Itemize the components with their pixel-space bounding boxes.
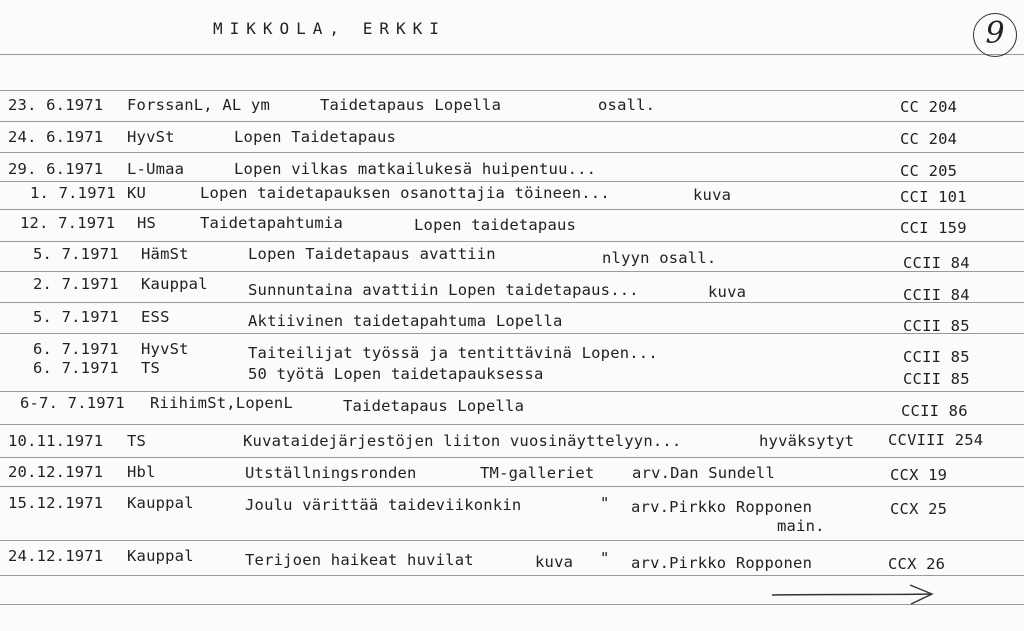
entry-date: 15.12.1971: [8, 494, 104, 512]
entry-source: Kauppal: [141, 275, 208, 293]
entry-source: KU: [127, 184, 147, 202]
entry-date: 6. 7.1971: [33, 340, 119, 358]
ruled-line: [0, 540, 1024, 541]
ruled-line: [0, 391, 1024, 392]
entry-title: Terijoen haikeat huvilat: [245, 551, 474, 569]
entry-date: 12. 7.1971: [20, 214, 116, 232]
entry-title: Lopen Taidetapaus: [234, 128, 397, 146]
entry-note: nlyyn osall.: [602, 249, 717, 267]
entry-ref: CCII 85: [903, 348, 970, 366]
entry-note: TM-galleriet: [480, 464, 595, 482]
ruled-line: [0, 152, 1024, 153]
entry-title: Lopen Taidetapaus avattiin: [248, 245, 496, 263]
ruled-line: [0, 209, 1024, 210]
entry-note: kuva: [535, 553, 574, 571]
entry-date: 6. 7.1971: [33, 359, 119, 377]
entry-ref: CCX 26: [888, 555, 946, 573]
entry-date: 23. 6.1971: [8, 96, 104, 114]
entry-note: osall.: [598, 96, 656, 114]
ruled-line: [0, 424, 1024, 425]
entry-date: 2. 7.1971: [33, 275, 119, 293]
entry-note: main.: [777, 517, 825, 535]
entry-source: TS: [141, 359, 161, 377]
ruled-line: [0, 90, 1024, 91]
entry-title: Taiteilijat työssä ja tentittävinä Lopen...: [248, 344, 658, 362]
entry-ref: CCII 85: [903, 370, 970, 388]
entry-title: Lopen taidetapauksen osanottajia töineen...: [200, 184, 610, 202]
entry-source: HämSt: [141, 245, 189, 263]
entry-date: 6-7. 7.1971: [20, 394, 125, 412]
entry-source: Hbl: [127, 463, 156, 481]
entry-source: HyvSt: [127, 128, 175, 146]
entry-reviewer: arv.Dan Sundell: [632, 464, 775, 482]
entry-source: HyvSt: [141, 340, 189, 358]
entry-reviewer: arv.Pirkko Ropponen: [631, 554, 813, 572]
ruled-line: [0, 121, 1024, 122]
entry-date: 1. 7.1971: [30, 184, 116, 202]
entry-source: RiihimSt,LopenL: [150, 394, 293, 412]
entry-source: ForssanL, AL ym: [127, 96, 270, 114]
entry-note: hyväksytyt: [759, 432, 855, 450]
entry-date: 20.12.1971: [8, 463, 104, 481]
entry-title: Taidetapaus Lopella: [343, 397, 525, 415]
entry-ref: CC 204: [900, 98, 958, 116]
entry-date: 5. 7.1971: [33, 245, 119, 263]
ruled-line: [0, 302, 1024, 303]
entry-source: ESS: [141, 308, 170, 326]
entry-ref: CCII 84: [903, 286, 970, 304]
entry-ref: CCI 159: [900, 219, 967, 237]
entry-ref: CC 205: [900, 162, 958, 180]
entry-date: 5. 7.1971: [33, 308, 119, 326]
continue-arrow-icon: [770, 582, 940, 608]
ruled-line: [0, 333, 1024, 334]
ruled-line: [0, 575, 1024, 576]
card-number-circle: 9: [973, 13, 1017, 57]
entry-ref: CCII 86: [901, 402, 968, 420]
card-title: MIKKOLA, ERKKI: [213, 19, 446, 38]
entry-date: 24.12.1971: [8, 547, 104, 565]
entry-title: Kuvataidejärjestöjen liiton vuosinäyttelyyn...: [243, 432, 682, 450]
entry-ref: CCII 85: [903, 317, 970, 335]
entry-note: kuva: [693, 186, 732, 204]
entry-title: Sunnuntaina avattiin Lopen taidetapaus...: [248, 281, 639, 299]
entry-source: L-Umaa: [127, 160, 185, 178]
entry-title: Taidetapahtumia: [200, 214, 343, 232]
entry-ref: CCX 25: [890, 500, 948, 518]
entry-reviewer: arv.Pirkko Ropponen: [631, 498, 813, 516]
ditto-mark: ": [600, 549, 610, 567]
ruled-line: [0, 241, 1024, 242]
entry-note: Lopen taidetapaus: [414, 216, 577, 234]
entry-date: 29. 6.1971: [8, 160, 104, 178]
entry-note: kuva: [708, 283, 747, 301]
ruled-line: [0, 457, 1024, 458]
entry-title: Utställningsronden: [245, 464, 417, 482]
ruled-line: [0, 54, 1024, 55]
entry-ref: CCII 84: [903, 254, 970, 272]
entry-ref: CCI 101: [900, 188, 967, 206]
entry-title: Taidetapaus Lopella: [320, 96, 502, 114]
ruled-line: [0, 486, 1024, 487]
entry-title: Aktiivinen taidetapahtuma Lopella: [248, 312, 563, 330]
entry-source: TS: [127, 432, 147, 450]
entry-title: Joulu värittää taideviikonkin: [245, 496, 522, 514]
entry-ref: CC 204: [900, 130, 958, 148]
entry-ref: CCVIII 254: [888, 431, 984, 449]
entry-source: Kauppal: [127, 494, 194, 512]
entry-title: Lopen vilkas matkailukesä huipentuu...: [234, 160, 597, 178]
entry-title: 50 työtä Lopen taidetapauksessa: [248, 365, 544, 383]
entry-source: HS: [137, 214, 157, 232]
ruled-line: [0, 181, 1024, 182]
ditto-mark: ": [600, 494, 610, 512]
entry-ref: CCX 19: [890, 466, 948, 484]
ruled-line: [0, 271, 1024, 272]
entry-date: 24. 6.1971: [8, 128, 104, 146]
entry-source: Kauppal: [127, 547, 194, 565]
entry-date: 10.11.1971: [8, 432, 104, 450]
